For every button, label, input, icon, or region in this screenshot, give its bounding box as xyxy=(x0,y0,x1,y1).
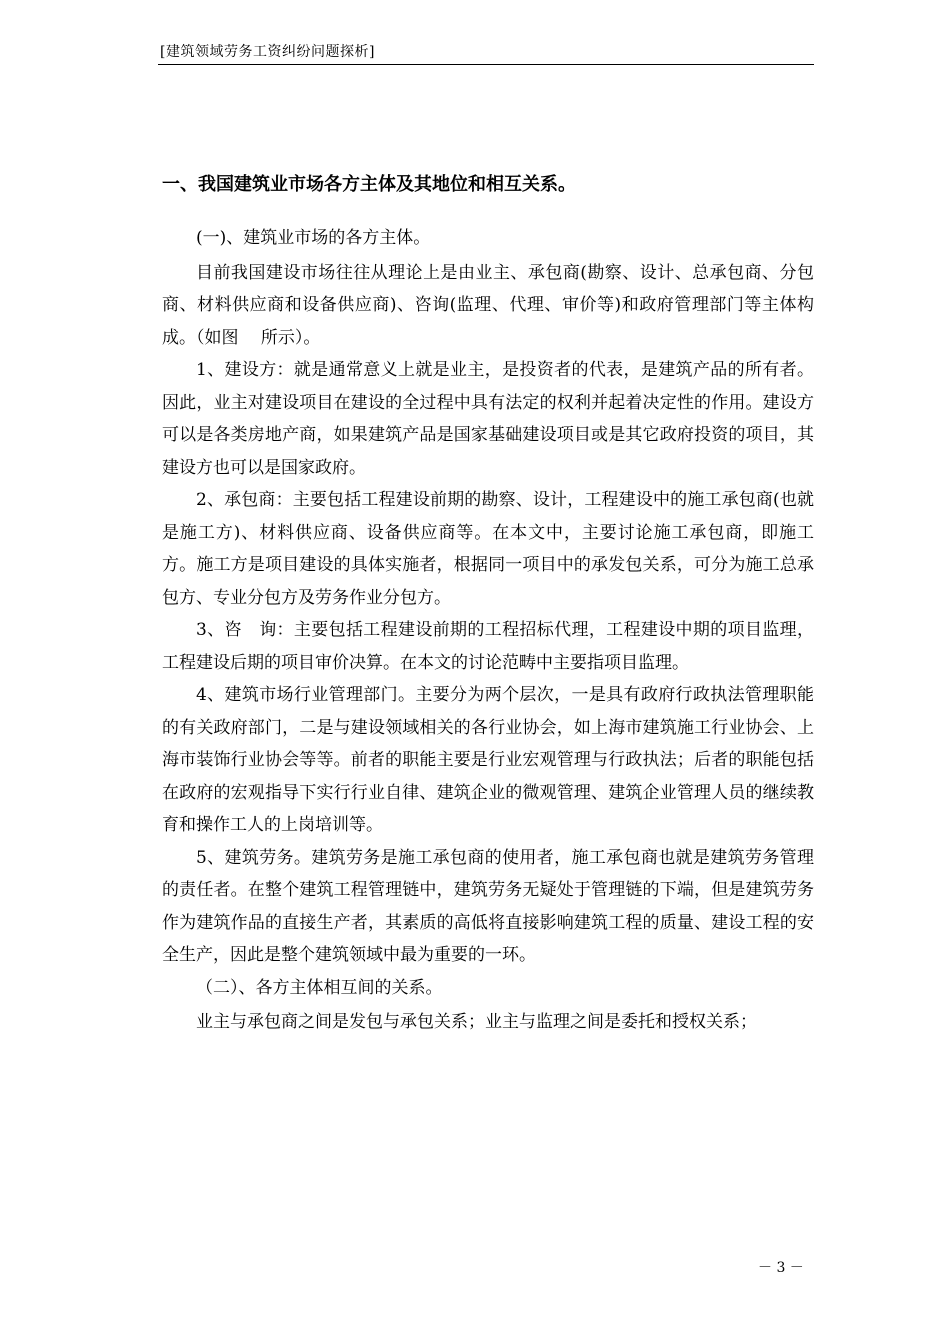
document-body xyxy=(162,170,814,1039)
paragraph: 4、建筑市场行业管理部门。主要分为两个层次，一是具有政府行政执法管理职能的有关政府部门，二是与建设领域相关的各行业协会，如上海市建筑施工行业协会、上海市装饰行业协会等等。前者的职能主要是行业宏观管理与行政执法；后者的职能包括在政府的宏观指导下实行行业自律、建筑企业的微观管理、建筑企业管理人员的继续教育和操作工人的上岗培训等。 xyxy=(162,685,814,835)
subsection-title: (一)、建筑业市场的各方主体。 xyxy=(196,228,431,248)
page-number: － 3 － xyxy=(758,1260,804,1276)
paragraph: 目前我国建设市场往往从理论上是由业主、承包商(勘察、设计、总承包商、分包商、材料供应商和设备供应商)、咨询(监理、代理、审价等)和政府管理部门等主体构成。（如图 所示）。 xyxy=(162,262,814,348)
paragraph: 2、承包商：主要包括工程建设前期的勘察、设计，工程建设中的施工承包商(也就是施工方)、材料供应商、设备供应商等。在本文中，主要讨论施工承包商，即施工方。施工方是项目建设的具体实施者，根据同一项目中的承发包关系，可分为施工总承包方、专业分包方及劳务作业分包方。 xyxy=(162,490,814,608)
header-divider xyxy=(158,64,814,65)
section-heading: 一、我国建筑业市场各方主体及其地位和相互关系。 xyxy=(162,174,576,195)
subsection-title: （二）、各方主体相互间的关系。 xyxy=(196,977,443,998)
paragraph: 3、咨 询：主要包括工程建设前期的工程招标代理，工程建设中期的项目监理，工程建设后期的项目审价决算。在本文的讨论范畴中主要指项目监理。 xyxy=(162,620,814,673)
paragraph: 业主与承包商之间是发包与承包关系；业主与监理之间是委托和授权关系； xyxy=(196,1012,757,1032)
running-header: [建筑领域劳务工资纠纷问题探析] xyxy=(160,44,375,60)
paragraph: 5、建筑劳务。建筑劳务是施工承包商的使用者，施工承包商也就是建筑劳务管理的责任者。在整个建筑工程管理链中，建筑劳务无疑处于管理链的下端，但是建筑劳务作为建筑作品的直接生产者，其素质的高低将直接影响建筑工程的质量、建设工程的安全生产，因此是整个建筑领域中最为重要的一环。 xyxy=(162,847,814,965)
paragraph: 1、建设方：就是通常意义上就是业主，是投资者的代表，是建筑产品的所有者。因此，业主对建设项目在建设的全过程中具有法定的权利并起着决定性的作用。建设方可以是各类房地产商，如果建筑产品是国家基础建设项目或是其它政府投资的项目，其建设方也可以是国家政府。 xyxy=(162,360,814,478)
